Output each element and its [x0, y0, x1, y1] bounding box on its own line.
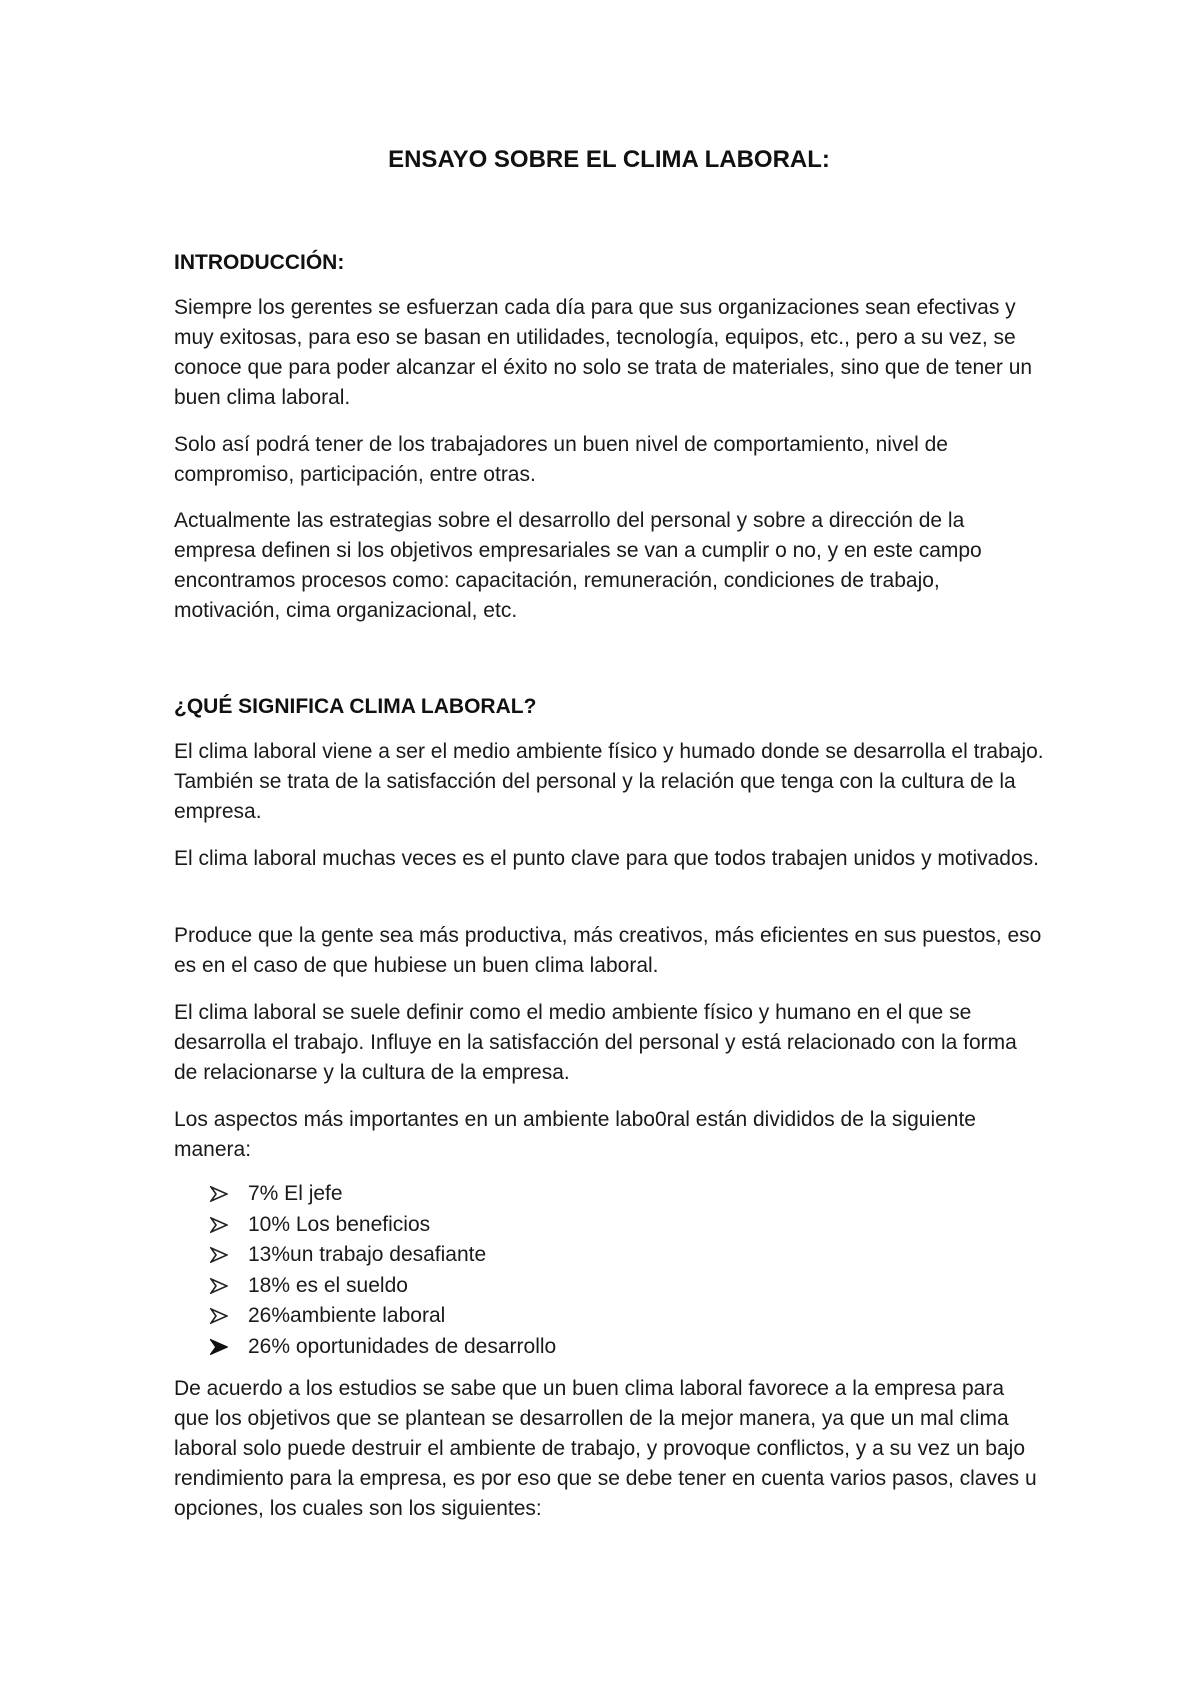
arrow-bullet-icon: [210, 1308, 228, 1324]
bullet-text: 13%un trabajo desafiante: [248, 1243, 487, 1266]
list-item: [210, 1271, 556, 1302]
intro-paragraph-3: Actualmente las estrategias sobre el desarrollo del personal y sobre a dirección de la empresa definen si los objetivos empresariales se van a cumplir o no, y en este campo encontramos procesos como: capacitación, remuneración, condiciones de trabajo, motivación, cima organizacional, etc.: [174, 509, 982, 622]
arrow-bullet-icon: [210, 1339, 228, 1355]
arrow-bullet-icon: [210, 1278, 228, 1294]
meaning-paragraph-5: Los aspectos más importantes en un ambiente labo0ral están divididos de la siguiente manera:: [174, 1108, 976, 1161]
bullet-text: 7% El jefe: [248, 1182, 343, 1205]
document-title: ENSAYO SOBRE EL CLIMA LABORAL:: [388, 146, 830, 173]
arrow-bullet-icon: [210, 1186, 228, 1202]
meaning-heading: ¿QUÉ SIGNIFICA CLIMA LABORAL?: [174, 695, 537, 718]
bullet-text: 26%ambiente laboral: [248, 1304, 446, 1327]
bullet-text: 18% es el sueldo: [248, 1273, 408, 1297]
aspects-bullet-list: [210, 1179, 556, 1362]
introduction-heading: INTRODUCCIÓN:: [174, 251, 345, 274]
bullet-text: 26% oportunidades de desarrollo: [248, 1334, 557, 1358]
list-item: [210, 1332, 556, 1363]
list-item: [210, 1301, 556, 1332]
meaning-paragraph-3: Produce que la gente sea más productiva, más creativos, más eficientes en sus puestos, eso es en el caso de que hubiese un buen clima laboral.: [174, 924, 1042, 977]
list-item: [210, 1179, 556, 1210]
intro-paragraph-2: Solo así podrá tener de los trabajadores un buen nivel de comportamiento, nivel de compromiso, participación, entre otras.: [174, 433, 948, 486]
arrow-bullet-icon: [210, 1247, 228, 1263]
closing-paragraph: De acuerdo a los estudios se sabe que un buen clima laboral favorece a la empresa para que los objetivos que se plantean se desarrollen de la mejor manera, ya que un mal clima laboral solo puede destruir el ambiente de trabajo, y provoque conflictos, y a su vez un bajo rendimiento para la empresa, es por eso que se debe tener en cuenta varios pasos, claves u opciones, los cuales son los siguientes:: [174, 1377, 1037, 1520]
intro-paragraph-1: Siempre los gerentes se esfuerzan cada día para que sus organizaciones sean efectivas y muy exitosas, para eso se basan en utilidades, tecnología, equipos, etc., pero a su vez, se conoce que para poder alcanzar el éxito no solo se trata de materiales, sino que de tener un buen clima laboral.: [174, 296, 1033, 409]
meaning-paragraph-4: El clima laboral se suele definir como el medio ambiente físico y humano en el que se desarrolla el trabajo. Influye en la satisfacción del personal y está relacionado con la forma de relacionarse y la cultura de la empresa.: [174, 1001, 1017, 1084]
list-item: [210, 1210, 556, 1241]
meaning-paragraph-2: El clima laboral muchas veces es el punto clave para que todos trabajen unidos y motivados.: [174, 847, 1039, 870]
list-item: [210, 1240, 556, 1271]
meaning-paragraph-1: El clima laboral viene a ser el medio ambiente físico y humado donde se desarrolla el trabajo. También se trata de la satisfacción del personal y la relación que tenga con la cultura de la empresa.: [174, 740, 1044, 823]
arrow-bullet-icon: [210, 1217, 228, 1233]
bullet-text: 10% Los beneficios: [248, 1212, 431, 1236]
